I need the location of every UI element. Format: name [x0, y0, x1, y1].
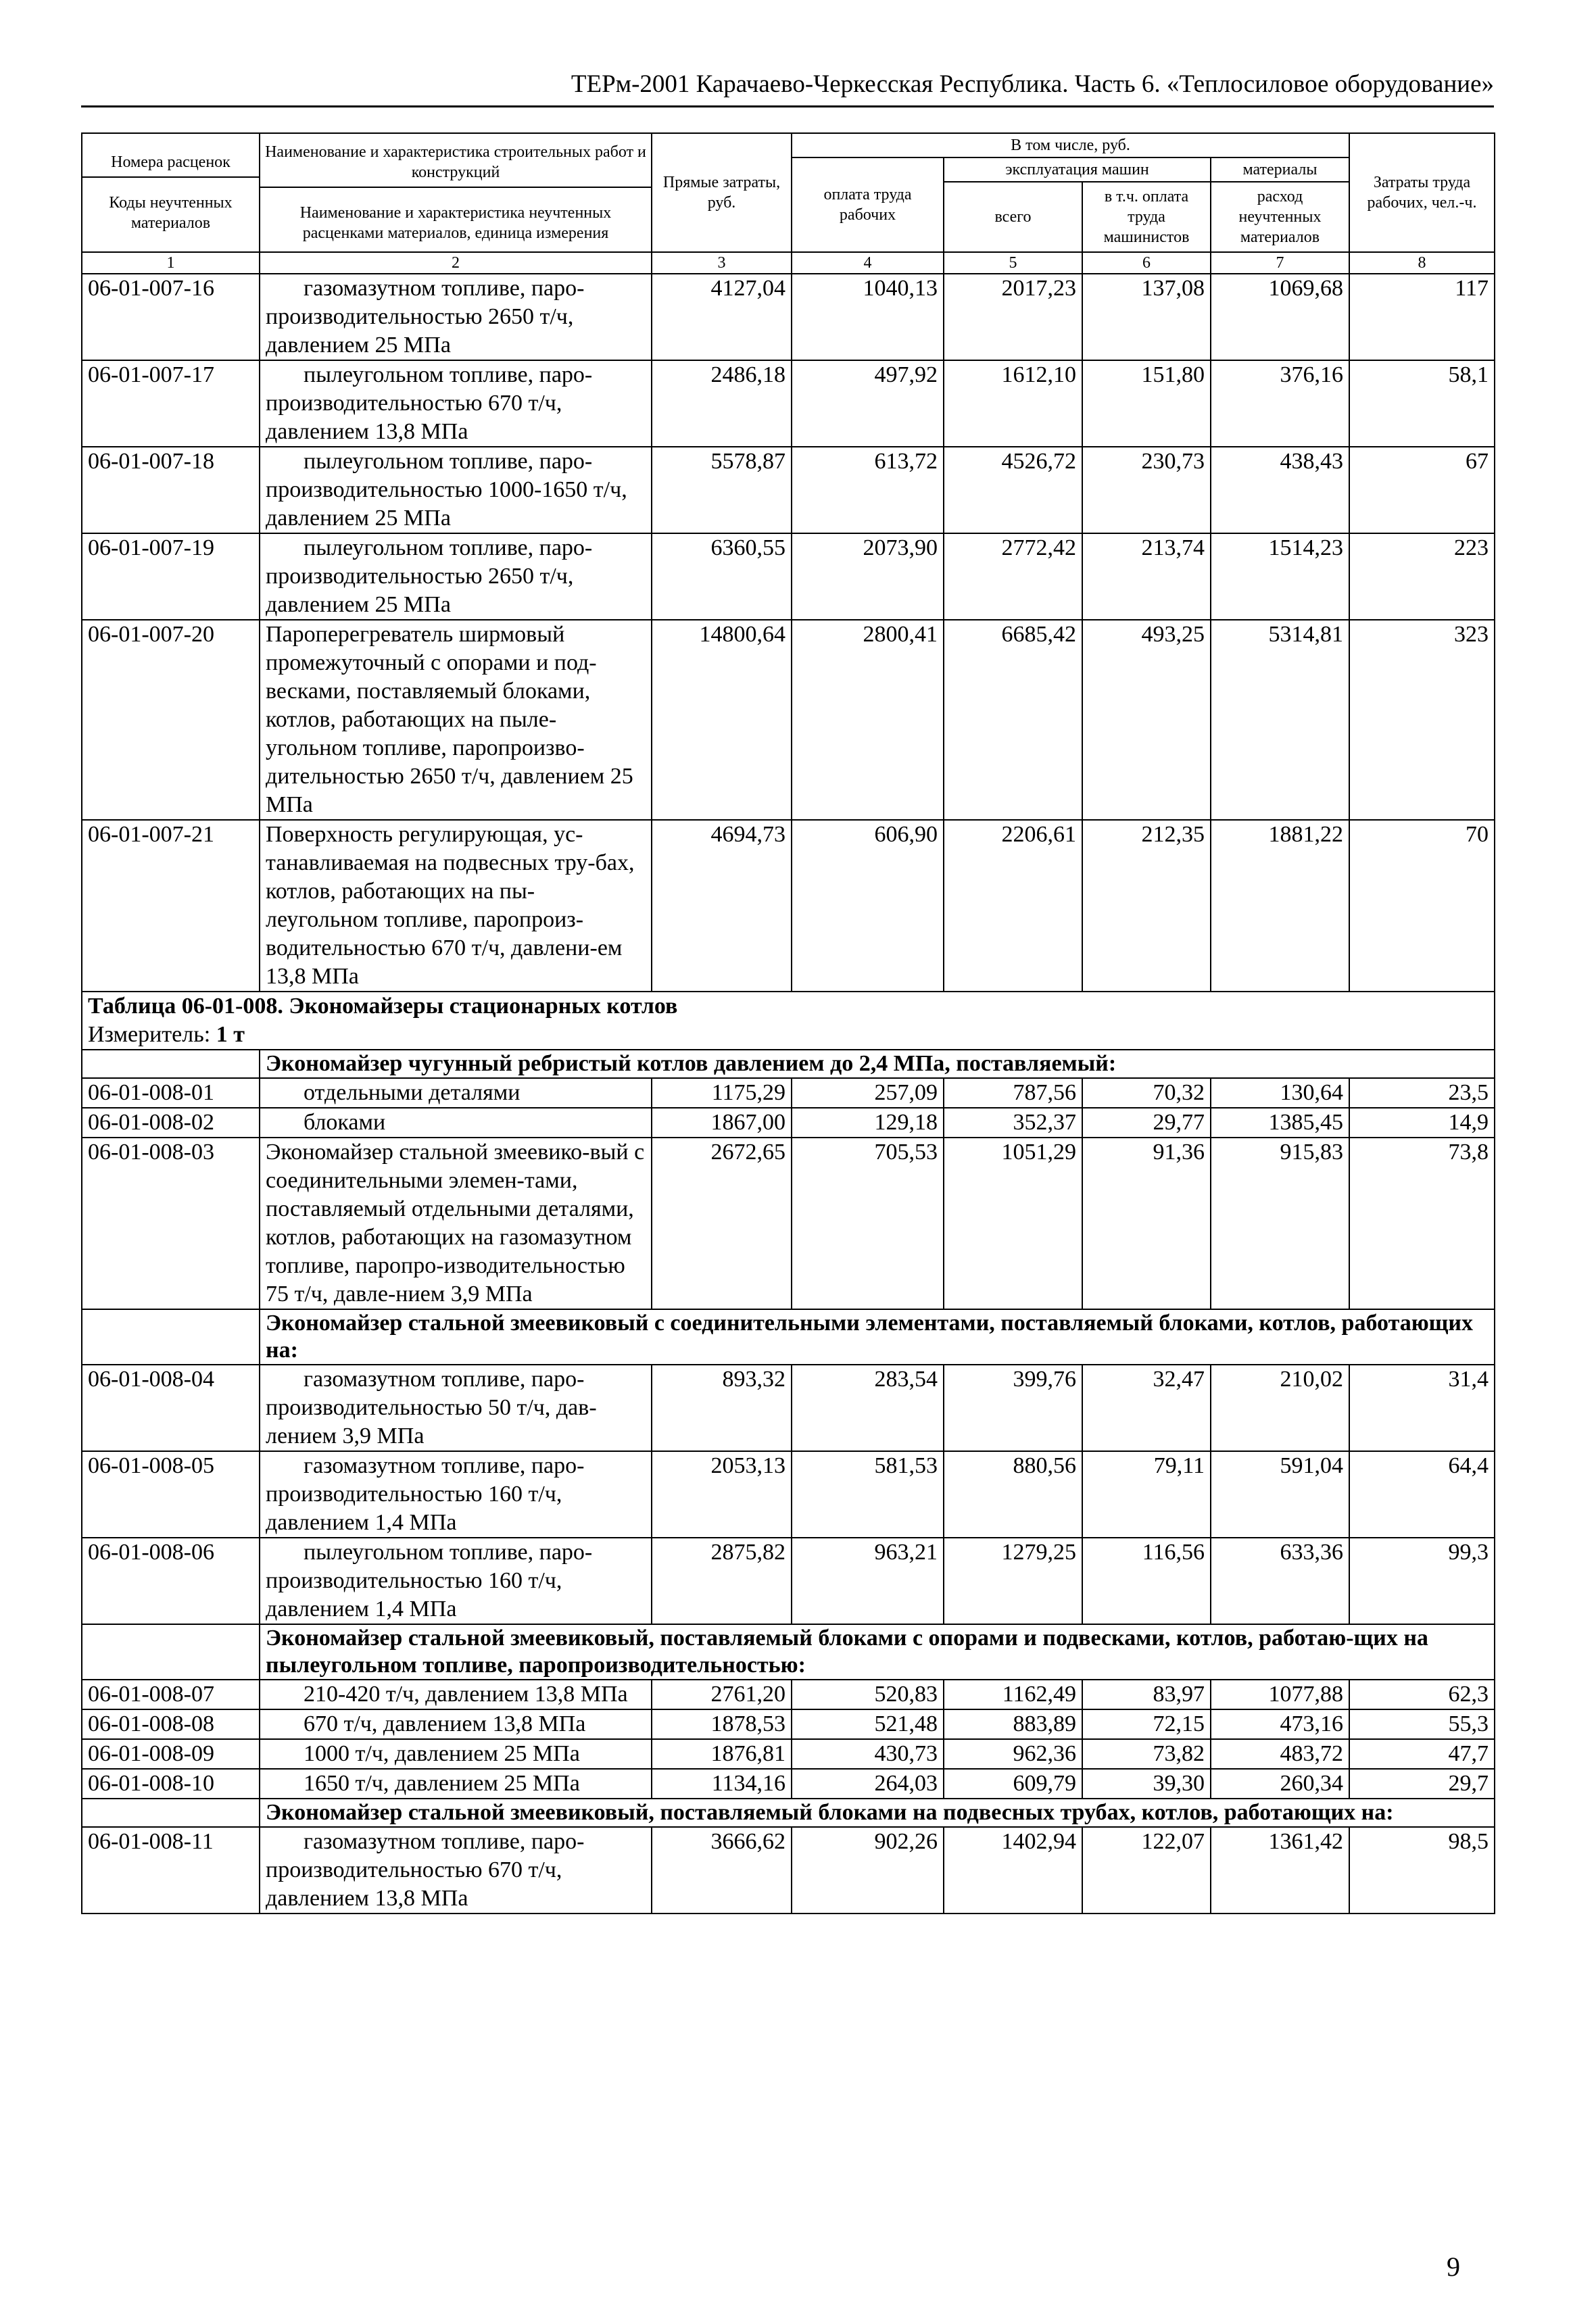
- labor-hours-value: 99,3: [1349, 1538, 1495, 1624]
- materials-value: 130,64: [1211, 1078, 1349, 1108]
- table-row: [82, 1538, 1495, 1624]
- labor-pay-value: 257,09: [792, 1078, 944, 1108]
- group-code-cell: [82, 1624, 260, 1680]
- work-name: газомазутном топливе, паро-производительностью 670 т/ч, давлением 13,8 МПа: [260, 1827, 652, 1914]
- work-name: пылеугольном топливе, паро-производительностью 2650 т/ч, давлением 25 МПа: [260, 533, 652, 620]
- work-name: блоками: [260, 1108, 652, 1138]
- labor-pay-value: 2800,41: [792, 620, 944, 820]
- header-materials-sub: расход неучтенных материалов: [1211, 182, 1349, 252]
- machines-total-value: 2772,42: [944, 533, 1082, 620]
- direct-costs-value: 1134,16: [652, 1769, 792, 1799]
- column-number: 3: [652, 252, 792, 274]
- machinist-pay-value: 70,32: [1082, 1078, 1211, 1108]
- header-labor-costs: Затраты труда рабочих, чел.-ч.: [1349, 133, 1495, 252]
- direct-costs-value: 1867,00: [652, 1108, 792, 1138]
- labor-hours-value: 98,5: [1349, 1827, 1495, 1914]
- header-codes-cell: [82, 133, 260, 252]
- group-code-cell: [82, 1799, 260, 1827]
- rate-code: 06-01-008-10: [82, 1769, 260, 1799]
- machines-total-value: 1162,49: [944, 1680, 1082, 1709]
- machinist-pay-value: 493,25: [1082, 620, 1211, 820]
- column-number: 8: [1349, 252, 1495, 274]
- machines-total-value: 4526,72: [944, 447, 1082, 533]
- materials-value: 915,83: [1211, 1138, 1349, 1309]
- header-name-cell: [260, 133, 652, 252]
- machinist-pay-value: 83,97: [1082, 1680, 1211, 1709]
- direct-costs-value: 6360,55: [652, 533, 792, 620]
- materials-value: 1514,23: [1211, 533, 1349, 620]
- direct-costs-value: 1876,81: [652, 1739, 792, 1769]
- machinist-pay-value: 79,11: [1082, 1451, 1211, 1538]
- table-row: [82, 1108, 1495, 1138]
- header-machines: эксплуатация машин: [944, 157, 1211, 182]
- rate-code: 06-01-007-21: [82, 820, 260, 992]
- table-row: [82, 1739, 1495, 1769]
- direct-costs-value: 1878,53: [652, 1709, 792, 1739]
- labor-pay-value: 430,73: [792, 1739, 944, 1769]
- rate-code: 06-01-008-08: [82, 1709, 260, 1739]
- machinist-pay-value: 116,56: [1082, 1538, 1211, 1624]
- labor-hours-value: 117: [1349, 274, 1495, 360]
- materials-value: 1881,22: [1211, 820, 1349, 992]
- group-title: Экономайзер стальной змеевиковый, поставляемый блоками с опорами и подвесками, котлов, работаю-щих на пылеугольном топливе, паропроизводительностью:: [260, 1624, 1495, 1680]
- machinist-pay-value: 151,80: [1082, 360, 1211, 447]
- labor-hours-value: 47,7: [1349, 1739, 1495, 1769]
- table-row: [82, 620, 1495, 820]
- column-number: 2: [260, 252, 652, 274]
- machinist-pay-value: 213,74: [1082, 533, 1211, 620]
- machines-total-value: 883,89: [944, 1709, 1082, 1739]
- group-title: Экономайзер стальной змеевиковый, поставляемый блоками на подвесных трубах, котлов, работающих на:: [260, 1799, 1495, 1827]
- table-row: [82, 1709, 1495, 1739]
- header-including: В том числе, руб.: [792, 133, 1349, 157]
- labor-pay-value: 283,54: [792, 1365, 944, 1451]
- column-number: 4: [792, 252, 944, 274]
- table-row: [82, 820, 1495, 992]
- direct-costs-value: 4127,04: [652, 274, 792, 360]
- column-number: 7: [1211, 252, 1349, 274]
- column-number: 5: [944, 252, 1082, 274]
- machinist-pay-value: 29,77: [1082, 1108, 1211, 1138]
- table-row: [82, 1138, 1495, 1309]
- machinist-pay-value: 212,35: [1082, 820, 1211, 992]
- labor-pay-value: 1040,13: [792, 274, 944, 360]
- machines-total-value: 962,36: [944, 1739, 1082, 1769]
- rate-code: 06-01-008-02: [82, 1108, 260, 1138]
- rate-code: 06-01-008-05: [82, 1451, 260, 1538]
- labor-pay-value: 2073,90: [792, 533, 944, 620]
- direct-costs-value: 1175,29: [652, 1078, 792, 1108]
- labor-hours-value: 323: [1349, 620, 1495, 820]
- machines-total-value: 399,76: [944, 1365, 1082, 1451]
- header-materials: материалы: [1211, 157, 1349, 182]
- materials-value: 5314,81: [1211, 620, 1349, 820]
- machinist-pay-value: 32,47: [1082, 1365, 1211, 1451]
- materials-value: 483,72: [1211, 1739, 1349, 1769]
- materials-value: 473,16: [1211, 1709, 1349, 1739]
- direct-costs-value: 2761,20: [652, 1680, 792, 1709]
- unit-value: 1 т: [216, 1022, 245, 1047]
- machinist-pay-value: 91,36: [1082, 1138, 1211, 1309]
- labor-hours-value: 14,9: [1349, 1108, 1495, 1138]
- header-labor-pay: оплата труда рабочих: [792, 157, 944, 252]
- machinist-pay-value: 72,15: [1082, 1709, 1211, 1739]
- machines-total-value: 1051,29: [944, 1138, 1082, 1309]
- rate-code: 06-01-008-09: [82, 1739, 260, 1769]
- machines-total-value: 6685,42: [944, 620, 1082, 820]
- table-row: [82, 274, 1495, 360]
- unit-row: [82, 1021, 1495, 1050]
- labor-hours-value: 64,4: [1349, 1451, 1495, 1538]
- materials-value: 633,36: [1211, 1538, 1349, 1624]
- page-number: 9: [1447, 2251, 1460, 2282]
- rate-code: 06-01-008-06: [82, 1538, 260, 1624]
- work-name: отдельными деталями: [260, 1078, 652, 1108]
- work-name: Поверхность регулирующая, ус-танавливаемая на подвесных тру-бах, котлов, работающих на пы-леугольном топливе, паропроиз-водительностью 670 т/ч, давлени-ем 13,8 МПа: [260, 820, 652, 992]
- table-row: [82, 447, 1495, 533]
- table-header: [82, 133, 1495, 274]
- work-name: пылеугольном топливе, паро-производительностью 670 т/ч, давлением 13,8 МПа: [260, 360, 652, 447]
- work-name: газомазутном топливе, паро-производительностью 160 т/ч, давлением 1,4 МПа: [260, 1451, 652, 1538]
- rate-code: 06-01-007-19: [82, 533, 260, 620]
- labor-pay-value: 705,53: [792, 1138, 944, 1309]
- labor-pay-value: 520,83: [792, 1680, 944, 1709]
- machines-total-value: 880,56: [944, 1451, 1082, 1538]
- machines-total-value: 1402,94: [944, 1827, 1082, 1914]
- rate-code: 06-01-008-01: [82, 1078, 260, 1108]
- table-row: [82, 1680, 1495, 1709]
- group-header-row: [82, 1050, 1495, 1078]
- materials-value: 1077,88: [1211, 1680, 1349, 1709]
- labor-pay-value: 497,92: [792, 360, 944, 447]
- machines-total-value: 352,37: [944, 1108, 1082, 1138]
- group-code-cell: [82, 1050, 260, 1078]
- materials-value: 260,34: [1211, 1769, 1349, 1799]
- work-name: газомазутном топливе, паро-производительностью 50 т/ч, дав-лением 3,9 МПа: [260, 1365, 652, 1451]
- table-row: [82, 1365, 1495, 1451]
- labor-pay-value: 963,21: [792, 1538, 944, 1624]
- header-material-codes: Коды неучтенных материалов: [109, 194, 233, 232]
- table-body: [82, 274, 1495, 1914]
- group-title: Экономайзер стальной змеевиковый с соединительными элементами, поставляемый блоками, котлов, работающих на:: [260, 1309, 1495, 1365]
- machines-total-value: 1279,25: [944, 1538, 1082, 1624]
- table-row: [82, 1827, 1495, 1914]
- work-name: 670 т/ч, давлением 13,8 МПа: [260, 1709, 652, 1739]
- table-row: [82, 1769, 1495, 1799]
- direct-costs-value: 2875,82: [652, 1538, 792, 1624]
- table-row: [82, 360, 1495, 447]
- machinist-pay-value: 122,07: [1082, 1827, 1211, 1914]
- labor-pay-value: 902,26: [792, 1827, 944, 1914]
- materials-value: 438,43: [1211, 447, 1349, 533]
- materials-value: 210,02: [1211, 1365, 1349, 1451]
- rate-code: 06-01-007-17: [82, 360, 260, 447]
- column-number: 1: [82, 252, 260, 274]
- group-header-row: [82, 1309, 1495, 1365]
- materials-value: 1069,68: [1211, 274, 1349, 360]
- machines-total-value: 609,79: [944, 1769, 1082, 1799]
- labor-hours-value: 223: [1349, 533, 1495, 620]
- work-name: 1650 т/ч, давлением 25 МПа: [260, 1769, 652, 1799]
- header-name-materials: Наименование и характеристика неучтенных расценками материалов, единица измерения: [299, 204, 612, 242]
- header-direct-costs: Прямые затраты, руб.: [652, 133, 792, 252]
- table-title-row: [82, 992, 1495, 1021]
- labor-pay-value: 606,90: [792, 820, 944, 992]
- rate-code: 06-01-008-11: [82, 1827, 260, 1914]
- work-name: 210-420 т/ч, давлением 13,8 МПа: [260, 1680, 652, 1709]
- labor-hours-value: 31,4: [1349, 1365, 1495, 1451]
- direct-costs-value: 2053,13: [652, 1451, 792, 1538]
- direct-costs-value: 893,32: [652, 1365, 792, 1451]
- work-name: пылеугольном топливе, паро-производительностью 160 т/ч, давлением 1,4 МПа: [260, 1538, 652, 1624]
- machinist-pay-value: 137,08: [1082, 274, 1211, 360]
- rate-code: 06-01-007-16: [82, 274, 260, 360]
- machines-total-value: 787,56: [944, 1078, 1082, 1108]
- header-machines-total: всего: [944, 182, 1082, 252]
- machinist-pay-value: 39,30: [1082, 1769, 1211, 1799]
- unit-label: Измеритель:: [88, 1022, 211, 1047]
- machines-total-value: 2017,23: [944, 274, 1082, 360]
- header-rate-numbers: Номера расценок: [82, 152, 259, 178]
- work-name: Пароперегреватель ширмовый промежуточный с опорами и под-весками, поставляемый блоками, котлов, работающих на пыле-угольном топливе, паропроизво-дительностью 2650 т/ч, давлением 25 МПа: [260, 620, 652, 820]
- direct-costs-value: 5578,87: [652, 447, 792, 533]
- materials-value: 591,04: [1211, 1451, 1349, 1538]
- labor-hours-value: 58,1: [1349, 360, 1495, 447]
- labor-hours-value: 55,3: [1349, 1709, 1495, 1739]
- labor-hours-value: 62,3: [1349, 1680, 1495, 1709]
- direct-costs-value: 2672,65: [652, 1138, 792, 1309]
- work-name: Экономайзер стальной змеевико-вый с соединительными элемен-тами, поставляемый отдельными деталями, котлов, работающих на газомазутном топливе, паропро-изводительностью 75 т/ч, давле-нием 3,9 МПа: [260, 1138, 652, 1309]
- rate-code: 06-01-007-18: [82, 447, 260, 533]
- work-name: 1000 т/ч, давлением 25 МПа: [260, 1739, 652, 1769]
- machinist-pay-value: 73,82: [1082, 1739, 1211, 1769]
- rate-code: 06-01-007-20: [82, 620, 260, 820]
- unit-cell: [82, 1021, 1495, 1050]
- group-header-row: [82, 1799, 1495, 1827]
- labor-hours-value: 29,7: [1349, 1769, 1495, 1799]
- table-row: [82, 533, 1495, 620]
- machinist-pay-value: 230,73: [1082, 447, 1211, 533]
- labor-pay-value: 129,18: [792, 1108, 944, 1138]
- labor-hours-value: 70: [1349, 820, 1495, 992]
- labor-pay-value: 521,48: [792, 1709, 944, 1739]
- rate-code: 06-01-008-04: [82, 1365, 260, 1451]
- work-name: газомазутном топливе, паро-производительностью 2650 т/ч, давлением 25 МПа: [260, 274, 652, 360]
- machines-total-value: 2206,61: [944, 820, 1082, 992]
- materials-value: 376,16: [1211, 360, 1349, 447]
- rate-code: 06-01-008-07: [82, 1680, 260, 1709]
- group-title: Экономайзер чугунный ребристый котлов давлением до 2,4 МПа, поставляемый:: [260, 1050, 1495, 1078]
- group-header-row: [82, 1624, 1495, 1680]
- running-header: ТЕРм-2001 Карачаево-Черкесская Республика. Часть 6. «Теплосиловое оборудование»: [81, 68, 1494, 107]
- header-name: Наименование и характеристика строительных работ и конструкций: [260, 142, 651, 188]
- group-code-cell: [82, 1309, 260, 1365]
- table-title: Таблица 06-01-008. Экономайзеры стационарных котлов: [82, 992, 1495, 1021]
- direct-costs-value: 14800,64: [652, 620, 792, 820]
- table-row: [82, 1078, 1495, 1108]
- machines-total-value: 1612,10: [944, 360, 1082, 447]
- labor-pay-value: 264,03: [792, 1769, 944, 1799]
- rate-code: 06-01-008-03: [82, 1138, 260, 1309]
- labor-hours-value: 67: [1349, 447, 1495, 533]
- header-machinist-pay: в т.ч. оплата труда машинистов: [1082, 182, 1211, 252]
- direct-costs-value: 3666,62: [652, 1827, 792, 1914]
- labor-hours-value: 23,5: [1349, 1078, 1495, 1108]
- direct-costs-value: 4694,73: [652, 820, 792, 992]
- column-number: 6: [1082, 252, 1211, 274]
- labor-pay-value: 581,53: [792, 1451, 944, 1538]
- materials-value: 1385,45: [1211, 1108, 1349, 1138]
- direct-costs-value: 2486,18: [652, 360, 792, 447]
- work-name: пылеугольном топливе, паро-производительностью 1000-1650 т/ч, давлением 25 МПа: [260, 447, 652, 533]
- materials-value: 1361,42: [1211, 1827, 1349, 1914]
- table-row: [82, 1451, 1495, 1538]
- rates-table: [81, 132, 1495, 1914]
- labor-hours-value: 73,8: [1349, 1138, 1495, 1309]
- labor-pay-value: 613,72: [792, 447, 944, 533]
